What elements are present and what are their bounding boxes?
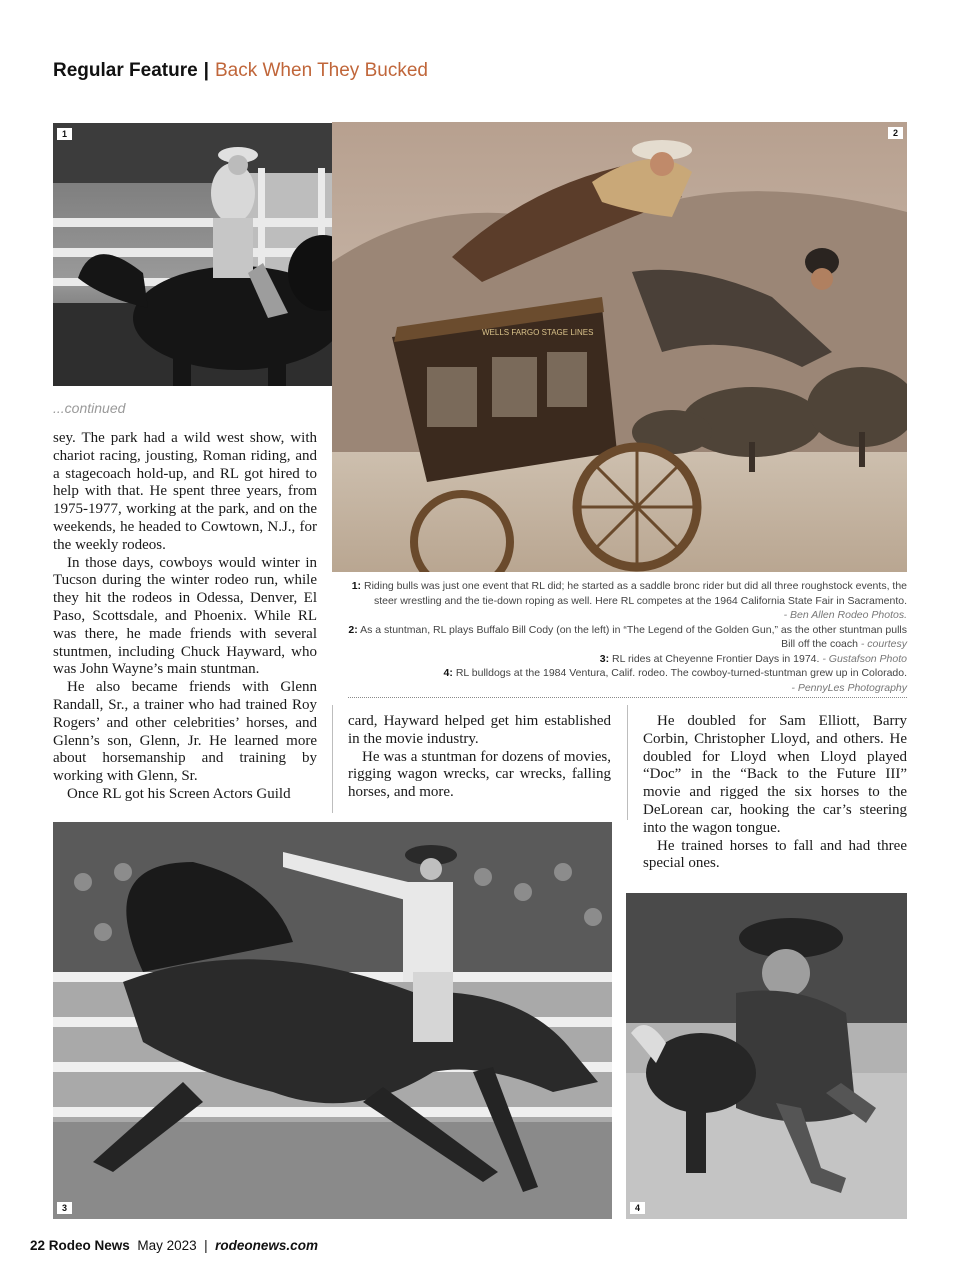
photo-number: 3 bbox=[57, 1202, 72, 1214]
caption-3: 3: RL rides at Cheyenne Frontier Days in 1974. - Gustafson Photo bbox=[599, 652, 907, 665]
header-separator: | bbox=[203, 60, 209, 81]
photo-bull-riding bbox=[53, 123, 376, 386]
continued-label: ...continued bbox=[53, 400, 126, 416]
issue-date: May 2023 bbox=[137, 1238, 197, 1253]
paragraph: Once RL got his Screen Actors Guild bbox=[67, 785, 291, 802]
page-footer bbox=[30, 1238, 318, 1253]
feature-title: Back When They Bucked bbox=[214, 60, 428, 81]
footer-divider: | bbox=[204, 1238, 208, 1253]
section-label: Regular Feature bbox=[53, 60, 198, 81]
paragraph: He trained horses to fall and had three special ones. bbox=[643, 837, 907, 872]
paragraph: He also became friends with Glenn Randall, Sr., a trainer who had trained Roy Rogers’ and other celebrities’ horses, and Glenn’s son, Glenn, Jr. He learned more about horsemanship and training by working with Glenn, Sr. bbox=[53, 679, 317, 785]
photo-saddle-bronc bbox=[53, 822, 612, 1219]
stagecoach-sign: WELLS FARGO STAGE LINES bbox=[482, 328, 594, 337]
website-link[interactable]: rodeonews.com bbox=[215, 1238, 318, 1253]
paragraph: sey. The park had a wild west show, with chariot racing, jousting, Roman riding, and a stagecoach hold-up, and RL got hired to help with that. He spent three years, from 1975-1977, working at the park, and on the weekends, he headed to Cowtown, N.J., for the weekly rodeos. bbox=[53, 430, 317, 553]
article-column-3 bbox=[643, 713, 907, 873]
caption-2: 2: As a stuntman, RL plays Buffalo Bill Cody (on the left) in “The Legend of the Golden Gun,” as the other stuntman pulls Bill off the coach - courtesy bbox=[348, 623, 907, 650]
photo-bulldogging bbox=[626, 893, 907, 1219]
paragraph: He doubled for Sam Elliott, Barry Corbin, Christopher Lloyd, and others. He doubled for Lloyd when Lloyd played “Doc” in the “Back to the Future III” movie and rigged the six horses to the DeLorean car, hooking the car’s steering into the wagon tongue. bbox=[643, 713, 907, 836]
caption-4-credit: - PennyLes Photography bbox=[791, 681, 907, 694]
caption-1-credit: - Ben Allen Rodeo Photos. bbox=[783, 609, 907, 621]
photo-number: 2 bbox=[888, 127, 903, 139]
caption-4: 4: RL bulldogs at the 1984 Ventura, Calif. rodeo. The cowboy-turned-stuntman grew up in Colorado. bbox=[443, 667, 907, 679]
article-column-1 bbox=[53, 430, 317, 804]
column-divider bbox=[332, 705, 333, 813]
magazine-name: Rodeo News bbox=[48, 1238, 130, 1253]
paragraph: He was a stuntman for dozens of movies, rigging wagon wrecks, car wrecks, falling horses, and more. bbox=[348, 748, 611, 801]
photo-number: 1 bbox=[57, 128, 72, 140]
article-column-2 bbox=[348, 713, 611, 802]
paragraph: In those days, cowboys would winter in Tucson during the winter rodeo run, while they hit the rodeos in Odessa, Denver, El Paso, Scottsdale, and Phoenix. While RL was there, he made friends with several stuntmen, including Chuck Hayward, who was John Wayne’s main stuntman. bbox=[53, 554, 317, 678]
column-divider bbox=[627, 705, 628, 820]
photo-captions bbox=[340, 579, 907, 695]
page-number: 22 bbox=[30, 1238, 46, 1253]
caption-1: 1: Riding bulls was just one event that RL did; he started as a saddle bronc rider but did all three roughstock events, the steer wrestling and the tie-down roping as well. Here RL competes at the 1964 California State Fair in Sacramento. bbox=[351, 580, 907, 607]
photo-stagecoach-stunt bbox=[332, 122, 907, 572]
paragraph: card, Hayward helped get him established in the movie industry. bbox=[348, 713, 611, 747]
page-header bbox=[53, 60, 428, 82]
photo-number: 4 bbox=[630, 1202, 645, 1214]
caption-divider bbox=[348, 697, 907, 698]
